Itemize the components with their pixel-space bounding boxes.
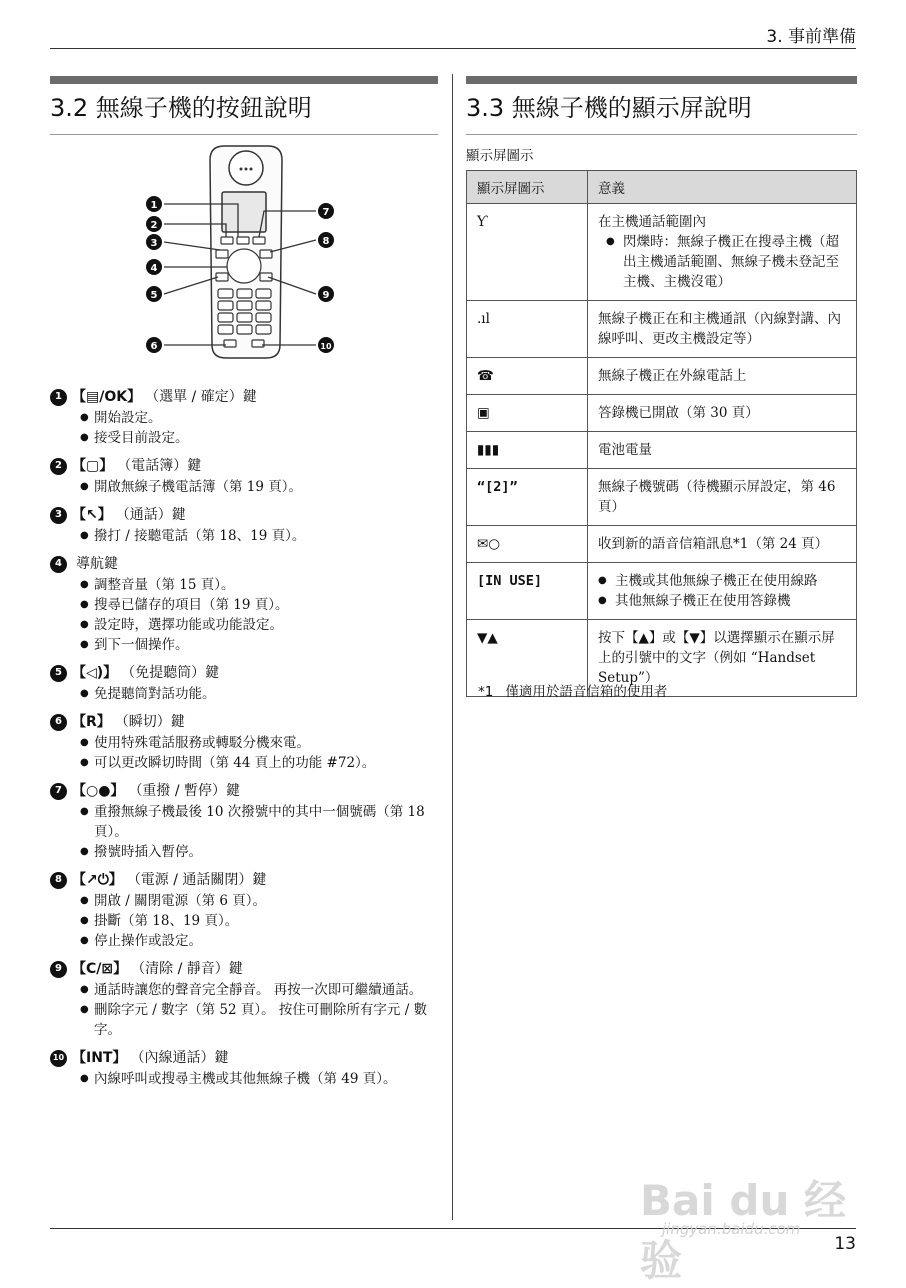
key-button-label: 【▤/OK】: [72, 389, 142, 405]
scroll-arrows-icon: ▼▲: [467, 620, 588, 697]
footnote-mark: *1: [478, 684, 494, 700]
key-description: （內線通話）鍵: [130, 1050, 229, 1066]
key-clear-mute: [50, 958, 442, 1040]
table-row: [467, 469, 857, 526]
svg-text:9: 9: [322, 290, 330, 301]
svg-text:7: 7: [322, 207, 330, 218]
list-item: ● 設定時，選擇功能或功能設定。: [80, 615, 442, 635]
left-section-title: 3.2 無線子機的按鈕說明: [50, 94, 312, 122]
meaning-cell: 按下【▲】或【▼】以選擇顯示在顯示屏上的引號中的文字（例如 “Handset Setup”）: [588, 620, 857, 697]
list-item: ● 內線呼叫或搜尋主機或其他無線子機（第 49 頁）。: [80, 1069, 442, 1089]
key-description: （電源 / 通話關閉）鍵: [126, 872, 267, 888]
svg-text:6: 6: [150, 341, 158, 352]
left-section-bar: [50, 76, 438, 84]
key-button-label: 【↗⏻】: [72, 872, 123, 888]
key-description: （免提聽筒）鍵: [121, 665, 220, 681]
table-row: [467, 432, 857, 469]
handset-speaker-dots: [240, 168, 253, 171]
key-number: 2: [50, 458, 67, 475]
meaning-cell: 答錄機已開啟（第 30 頁）: [588, 395, 857, 432]
table-row: [467, 395, 857, 432]
key-menu-ok: [50, 386, 442, 448]
callout-4: [146, 259, 162, 275]
key-number: 6: [50, 714, 67, 731]
key-power-off: [50, 869, 442, 951]
key-button-label: 【↖】: [72, 507, 112, 523]
key-number: 5: [50, 665, 67, 682]
svg-text:5: 5: [150, 290, 158, 301]
callout-5: [146, 286, 162, 302]
handset-diagram: [140, 140, 380, 365]
callout-7: [318, 203, 334, 219]
footnote-text: 僅適用於語音信箱的使用者: [505, 684, 668, 700]
svg-text:10: 10: [320, 342, 332, 351]
header-meaning-col: 意義: [588, 171, 857, 204]
key-number: 1: [50, 389, 67, 406]
table-row: [467, 301, 857, 358]
table-row: [467, 526, 857, 563]
key-recall: [50, 711, 442, 773]
meaning-cell: 無線子機號碼（待機顯示屏設定，第 46 頁）: [588, 469, 857, 526]
key-button-label: 【◁)】: [72, 665, 118, 681]
list-item: ● 掛斷（第 18、19 頁）。: [80, 911, 442, 931]
callout-3: [146, 234, 162, 250]
meaning-cell: [588, 563, 857, 620]
key-number: 8: [50, 872, 67, 889]
list-item: ● 停止操作或設定。: [80, 931, 442, 951]
footnote: [478, 680, 667, 700]
table-row: [467, 204, 857, 301]
meaning-cell: 在主機通話範圍內 ● 閃爍時：無線子機正在搜尋主機（超出主機通話範圍、無線子機未登記至主機、主機沒電）: [588, 204, 857, 301]
list-item: ● 開啟 / 關閉電源（第 6 頁）。: [80, 891, 442, 911]
key-speakerphone: [50, 662, 442, 704]
key-description: （電話簿）鍵: [117, 458, 202, 474]
baidu-watermark: [640, 1140, 870, 1285]
key-number: 10: [50, 1050, 67, 1067]
key-number: 4: [50, 556, 67, 573]
key-description: （選單 / 確定）鍵: [145, 389, 257, 405]
key-button-label: 【INT】: [72, 1050, 127, 1066]
chapter-title: 3. 事前準備: [766, 27, 856, 47]
list-item: ● 撥打 / 接聽電話（第 18、19 頁）。: [80, 526, 442, 546]
list-item: ● 搜尋已儲存的項目（第 19 頁）。: [80, 595, 442, 615]
callout-8: [318, 232, 334, 248]
list-item: ● 開啟無線子機電話簿（第 19 頁）。: [80, 477, 442, 497]
list-item: ● 到下一個操作。: [80, 635, 442, 655]
list-item: ● 接受目前設定。: [80, 428, 442, 448]
key-button-label: 【C/⊠】: [72, 961, 128, 977]
signal-icon: .ıl: [467, 301, 588, 358]
callout-2: [146, 216, 162, 232]
phone-icon: ☎: [467, 358, 588, 395]
table-header-row: [467, 171, 857, 204]
list-item: ● 調整音量（第 15 頁）。: [80, 575, 442, 595]
header-rule: [50, 48, 856, 49]
svg-text:8: 8: [322, 236, 330, 247]
key-description: （清除 / 靜音）鍵: [131, 961, 243, 977]
right-section-title: 3.3 無線子機的顯示屏說明: [466, 94, 752, 122]
column-divider: [452, 74, 453, 1220]
meaning-cell: 無線子機正在外線電話上: [588, 358, 857, 395]
callout-10: [318, 337, 334, 353]
page-number: 13: [834, 1234, 856, 1254]
meaning-cell: 電池電量: [588, 432, 857, 469]
list-item: ● 刪除字元 / 數字（第 52 頁）。 按住可刪除所有字元 / 數字。: [80, 1000, 442, 1040]
right-section-bar: [466, 76, 857, 84]
key-intercom: [50, 1047, 442, 1089]
list-item: ● 使用特殊電話服務或轉駁分機來電。: [80, 733, 442, 753]
header-icon-col: 顯示屏圖示: [467, 171, 588, 204]
list-item: ● 可以更改瞬切時間（第 44 頁上的功能 #72）。: [80, 753, 442, 773]
key-description: （瞬切）鍵: [114, 714, 185, 730]
handset-keys: [216, 237, 272, 347]
callout-6: [146, 337, 162, 353]
key-number: 3: [50, 507, 67, 524]
left-section-rule: [50, 134, 438, 135]
answering-machine-icon: ▣: [467, 395, 588, 432]
svg-text:1: 1: [150, 200, 158, 211]
voicemail-icon: ✉○: [467, 526, 588, 563]
key-button-label: 【○●】: [72, 783, 125, 799]
battery-icon: ▮▮▮: [467, 432, 588, 469]
in-use-indicator: [IN USE]: [467, 563, 588, 620]
watermark-url: jingyan.baidu.com: [662, 1220, 801, 1238]
svg-text:2: 2: [150, 220, 158, 231]
table-row: [467, 358, 857, 395]
callout-1: [146, 196, 162, 212]
handset-number-indicator: “[2]”: [467, 469, 588, 526]
key-talk: [50, 504, 442, 546]
list-item: ● 重撥無線子機最後 10 次撥號中的其中一個號碼（第 18 頁）。: [80, 802, 442, 842]
meaning-cell: 無線子機正在和主機通訊（內線對講、內線呼叫、更改主機設定等）: [588, 301, 857, 358]
key-description: 導航鍵: [76, 556, 118, 572]
display-icon-table: [466, 170, 857, 697]
key-number: 7: [50, 783, 67, 800]
meaning-cell: 收到新的語音信箱訊息*1（第 24 頁）: [588, 526, 857, 563]
key-navigator: [50, 553, 442, 655]
antenna-icon: Ƴ: [467, 204, 588, 301]
right-section-rule: [466, 134, 857, 135]
table-caption: 顯示屏圖示: [466, 148, 534, 164]
key-button-label: 【R】: [72, 714, 111, 730]
key-description: （重撥 / 暫停）鍵: [128, 783, 241, 799]
list-item: ● 撥號時插入暫停。: [80, 842, 442, 862]
table-row: [467, 563, 857, 620]
list-item: ● 閃爍時：無線子機正在搜尋主機（超出主機通話範圍、無線子機未登記至主機、主機沒電）: [606, 232, 846, 292]
key-phonebook: [50, 455, 442, 497]
list-item: ● 主機或其他無線子機正在使用線路: [598, 571, 846, 591]
list-item: ● 通話時讓您的聲音完全靜音。 再按一次即可繼續通話。: [80, 980, 442, 1000]
key-redial-pause: [50, 780, 442, 862]
svg-text:3: 3: [150, 238, 158, 249]
key-number: 9: [50, 961, 67, 978]
key-button-label: 【▢】: [72, 458, 114, 474]
list-item: ● 免提聽筒對話功能。: [80, 684, 442, 704]
list-item: ● 開始設定。: [80, 408, 442, 428]
key-descriptions: [50, 386, 442, 1096]
watermark-brand: Bai du 经验: [640, 1176, 846, 1285]
callout-9: [318, 286, 334, 302]
list-item: ● 其他無線子機正在使用答錄機: [598, 591, 846, 611]
svg-text:4: 4: [150, 263, 158, 274]
key-description: （通話）鍵: [115, 507, 186, 523]
